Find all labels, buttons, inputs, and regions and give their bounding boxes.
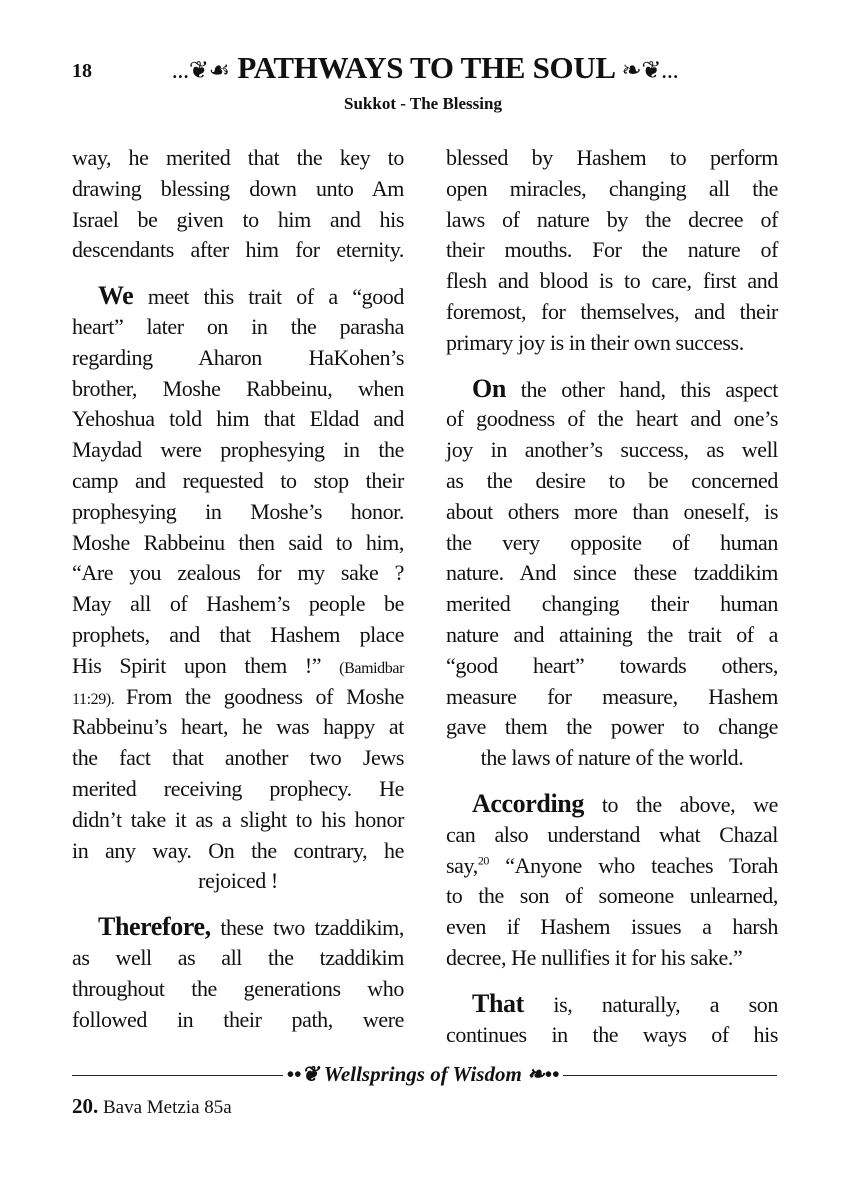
line-text: prophesying in Moshe’s honor. <box>72 498 404 524</box>
line-text: nature. And since these tzaddikim <box>446 560 778 586</box>
line-text: Rabbeinu’s heart, he was happy at <box>72 714 404 740</box>
lead-word: On <box>472 373 506 403</box>
line-text: rejoiced ! <box>198 868 278 894</box>
page-number: 18 <box>72 60 92 82</box>
line-text: merited receiving prophecy. He <box>72 775 404 801</box>
text-line <box>446 589 778 620</box>
line-text: about others more than oneself, is <box>446 498 778 524</box>
line-text: followed in their path, were <box>72 1006 404 1032</box>
lead-word: We <box>98 281 134 311</box>
text-line <box>72 558 404 589</box>
line-text: May all of Hashem’s people be <box>72 591 404 617</box>
text-line <box>72 466 404 497</box>
text-line <box>446 851 778 882</box>
text-line <box>446 297 778 328</box>
line-text: “good heart” towards others, <box>446 652 778 678</box>
line-text: measure for measure, Hashem <box>446 683 778 709</box>
text-line <box>72 974 404 1005</box>
text-line <box>446 435 778 466</box>
line-text: their mouths. For the nature of <box>446 237 778 263</box>
text-line <box>446 943 778 974</box>
footnote-number: 20. <box>72 1094 99 1118</box>
text-line <box>446 235 778 266</box>
text-line <box>446 881 778 912</box>
line-text: open miracles, changing all the <box>446 175 778 201</box>
text-line <box>72 805 404 836</box>
line-text: laws of nature by the decree of <box>446 206 778 232</box>
text-line <box>72 712 404 743</box>
line-text: nature and attaining the trait of a <box>446 621 778 647</box>
text-line <box>72 943 404 974</box>
text-line <box>446 266 778 297</box>
line-text: joy in another’s success, as well <box>446 437 778 463</box>
text-line <box>446 404 778 435</box>
line-text: foremost, for themselves, and their <box>446 298 778 324</box>
line-text: meet this trait of a “good <box>133 284 404 310</box>
paragraph <box>446 374 778 774</box>
lead-word: According <box>472 788 584 818</box>
line-text: Yehoshua told him that Eldad and <box>72 406 404 432</box>
paragraph <box>446 789 778 974</box>
footer-label: ••❦ Wellsprings of Wisdom ❧•• <box>283 1062 564 1086</box>
line-text: “Are you zealous for my sake ? <box>72 560 404 586</box>
line-text: His Spirit upon them !” <box>72 652 340 678</box>
text-line <box>446 789 778 820</box>
text-line <box>446 682 778 713</box>
text-line <box>72 404 404 435</box>
text-line <box>72 743 404 774</box>
paragraph <box>446 989 778 1051</box>
citation: (Bamidbar <box>339 659 404 677</box>
line-text: gave them the power to change <box>446 714 778 740</box>
line-text: throughout the generations who <box>72 975 404 1001</box>
citation: 11:29). <box>72 690 126 708</box>
paragraph <box>72 281 404 897</box>
book-title: PATHWAYS TO THE SOUL <box>237 50 615 85</box>
running-title <box>100 50 750 86</box>
line-text: continues in the ways of his <box>446 1021 778 1047</box>
line-text: primary joy is in their own success. <box>446 329 744 355</box>
line-text: Moshe Rabbeinu then said to him, <box>72 529 404 555</box>
line-text: Maydad were prophesying in the <box>72 437 404 463</box>
ornament-left-icon: ...❦☙ <box>171 58 230 84</box>
footnote-text: Bava Metzia 85a <box>98 1097 232 1118</box>
text-line <box>72 205 404 236</box>
line-text: as well as all the tzaddikim <box>72 944 404 970</box>
line-text: heart” later on in the parasha <box>72 313 404 339</box>
text-line <box>72 836 404 867</box>
text-line <box>72 774 404 805</box>
text-line <box>446 497 778 528</box>
line-text: these two tzaddikim, <box>210 915 404 941</box>
text-line <box>72 620 404 651</box>
line-text: didn’t take it as a slight to his honor <box>72 806 404 832</box>
text-line <box>72 435 404 466</box>
text-line <box>446 558 778 589</box>
line-text: flesh and blood is to care, first and <box>446 268 778 294</box>
text-line <box>446 1020 778 1051</box>
footer-banner <box>0 1062 846 1087</box>
paragraph <box>72 143 404 266</box>
text-line <box>446 651 778 682</box>
text-line <box>72 651 404 682</box>
line-text: of goodness of the heart and one’s <box>446 406 778 432</box>
text-line <box>72 589 404 620</box>
text-line <box>446 820 778 851</box>
text-line <box>72 174 404 205</box>
line-text: in any way. On the contrary, he <box>72 837 404 863</box>
line-text: merited changing their human <box>446 591 778 617</box>
text-line <box>446 528 778 559</box>
paragraph <box>72 912 404 1035</box>
line-text: the very opposite of human <box>446 529 778 555</box>
text-line <box>446 912 778 943</box>
text-line <box>446 712 778 743</box>
line-text: descendants after him for eternity. <box>72 237 404 263</box>
text-line <box>446 205 778 236</box>
text-line <box>446 466 778 497</box>
line-text: decree, He nullifies it for his sake.” <box>446 944 743 970</box>
text-line <box>446 620 778 651</box>
text-line <box>446 328 778 359</box>
text-line <box>446 174 778 205</box>
line-text: is, naturally, a son <box>523 991 778 1017</box>
text-line <box>72 281 404 312</box>
right-column <box>446 143 778 1065</box>
line-text: brother, Moshe Rabbeinu, when <box>72 375 404 401</box>
line-text: to the above, we <box>583 791 778 817</box>
text-line <box>72 343 404 374</box>
line-text: Israel be given to him and his <box>72 206 404 232</box>
text-line <box>446 989 778 1020</box>
left-column <box>72 143 404 1050</box>
lead-word: Therefore, <box>98 912 211 942</box>
ornament-right-icon: ❧❦... <box>621 58 679 84</box>
line-text: to the son of someone unlearned, <box>446 883 778 909</box>
line-text: prophets, and that Hashem place <box>72 621 404 647</box>
text-line <box>72 912 404 943</box>
lead-word: That <box>472 988 524 1018</box>
line-text: say, <box>446 852 478 878</box>
footnote <box>72 1094 232 1119</box>
text-line <box>446 143 778 174</box>
footnote-ref: 20 <box>477 853 490 868</box>
line-text: way, he merited that the key to <box>72 145 404 170</box>
text-line <box>72 1005 404 1036</box>
text-line <box>72 682 404 713</box>
line-text: the other hand, this aspect <box>505 376 778 402</box>
line-text: drawing blessing down unto Am <box>72 175 404 201</box>
text-line <box>72 866 404 897</box>
text-line <box>72 143 404 174</box>
line-text: camp and requested to stop their <box>72 467 404 493</box>
text-line <box>72 312 404 343</box>
chapter-subtitle: Sukkot - The Blessing <box>344 94 502 113</box>
text-line <box>72 235 404 266</box>
line-text: can also understand what Chazal <box>446 821 778 847</box>
text-line <box>72 528 404 559</box>
paragraph <box>446 143 778 359</box>
line-text: regarding Aharon HaKohen’s <box>72 344 404 370</box>
text-line <box>72 497 404 528</box>
line-text: the laws of nature of the world. <box>480 745 744 771</box>
line-text: blessed by Hashem to perform <box>446 145 778 170</box>
line-text: From the goodness of Moshe <box>125 683 404 709</box>
line-text: “Anyone who teaches Torah <box>489 852 778 878</box>
text-line <box>446 743 778 774</box>
line-text: the fact that another two Jews <box>72 745 404 771</box>
text-line <box>72 374 404 405</box>
text-line <box>446 374 778 405</box>
line-text: even if Hashem issues a harsh <box>446 914 778 940</box>
line-text: as the desire to be concerned <box>446 467 778 493</box>
